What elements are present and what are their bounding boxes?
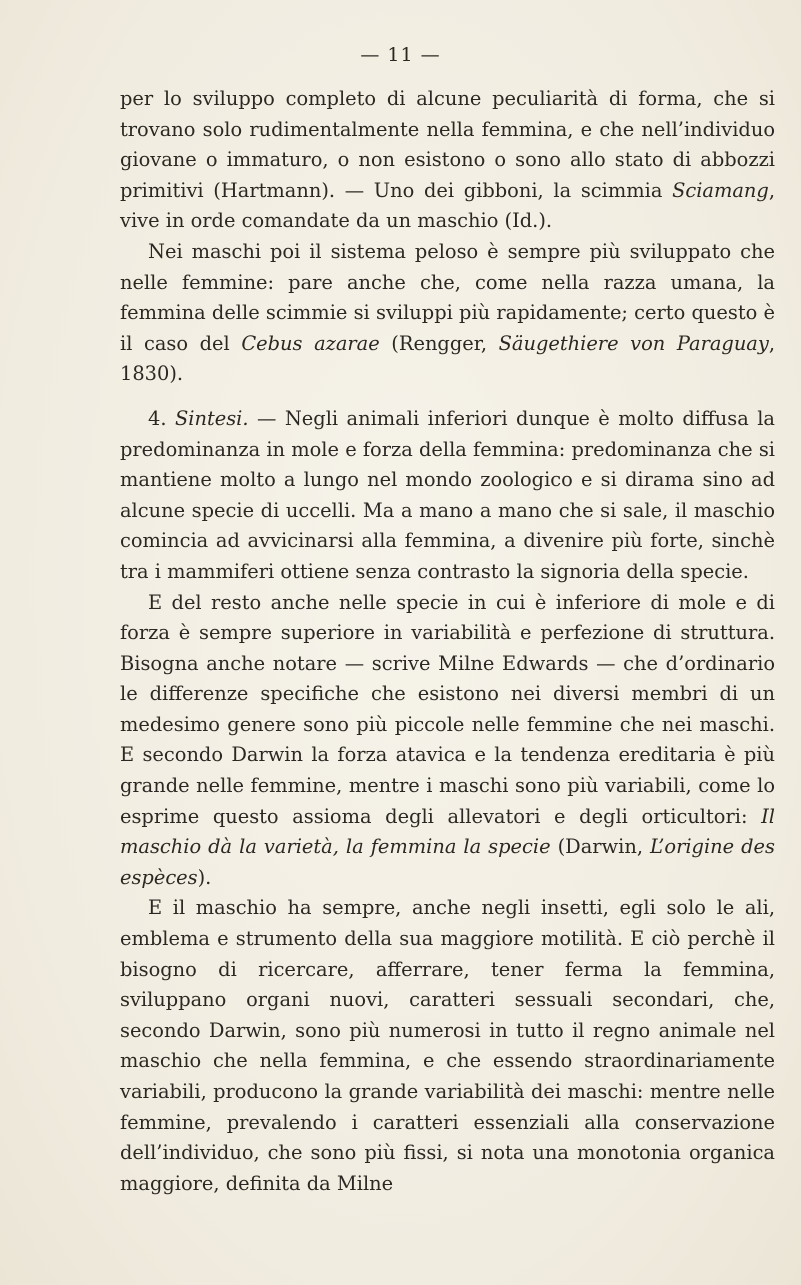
p2-text-b: (Rengger, (379, 331, 499, 355)
p2-text-c: , 1830). (120, 331, 775, 386)
section-number: 4. (148, 406, 175, 430)
p1-text-a: per lo sviluppo completo di alcune peculiarità di forma, che si trovano solo rudimentalmente nella femmina, e che nell’individuo giovane o immaturo, o non esistono o sono allo stato di abbozzi primitivi (Hartmann). — Uno dei gibboni, la scimmia (120, 87, 775, 202)
p4-text-b: (Darwin, (550, 835, 651, 859)
p4-text-c: ). (197, 865, 212, 889)
paragraph-3-section-sintesi (120, 404, 775, 588)
paragraph-2 (120, 237, 775, 390)
p2-italic-cebus: Cebus azarae (241, 331, 380, 355)
p4-text-a: E del resto anche nelle specie in cui è inferiore di mole e di forza è sempre superiore in variabilità e perfezione di struttura. Bisogna anche notare — scrive Milne Edwards — che d’ordinario le differenze specifiche che esistono nei diversi membri di un medesimo genere sono più piccole nelle femmine che nei maschi. E secondo Darwin la forza atavica e la tendenza ereditaria è più grande nelle femmine, mentre i maschi sono più variabili, come lo esprime questo assioma degli allevatori e degli orticultori: (120, 590, 775, 828)
paragraph-1 (120, 84, 775, 237)
p4-italic-book-title: L’origine des espèces (120, 835, 775, 889)
p1-text-b: , vive in orde comandate da un maschio (Id.). (120, 178, 775, 233)
paragraph-4 (120, 588, 775, 894)
p3-text-a: — Negli animali inferiori dunque è molto diffusa la predominanza in mole e forza della femmina: predominanza che si mantiene molto a lungo nel mondo zoologico e si dirama sino ad alcune specie di uccelli. Ma a mano a mano che si sale, il maschio comincia ad avvicinarsi alla femmina, a divenire più forte, sinchè tra i mammiferi ottiene senza contrasto la signoria della specie. (120, 406, 775, 583)
paragraph-5 (120, 893, 775, 1199)
page-number-header: — 11 — (360, 44, 441, 66)
p5-text-a: E il maschio ha sempre, anche negli insetti, egli solo le ali, emblema e strumento della sua maggiore motilità. E ciò perchè il bisogno di ricercare, afferrare, tener ferma la femmina, sviluppano organi nuovi, caratteri sessuali secondari, che, secondo Darwin, sono più numerosi in tutto il regno animale nel maschio che nella femmina, e che essendo straordinariamente variabili, producono la grande variabilità dei maschi: mentre nelle femmine, prevalendo i caratteri essenziali alla conservazione dell’individuo, che sono più fissi, si nota una monotonia organica maggiore, definita da Milne (120, 896, 775, 1195)
section-title: Sintesi. (174, 406, 249, 430)
p2-italic-book-title: Säugethiere von Paraguay (498, 331, 769, 355)
p1-italic-sciamang: Sciamang (672, 178, 769, 202)
body-text (120, 84, 775, 1199)
p4-italic-quote: Il maschio dà la varietà, la femmina la specie (120, 804, 775, 859)
p2-text-a: Nei maschi poi il sistema peloso è sempre più sviluppato che nelle femmine: pare anche che, come nella razza umana, la femmina delle scimmie si sviluppi più rapidamente; certo questo è il caso del (120, 239, 775, 355)
